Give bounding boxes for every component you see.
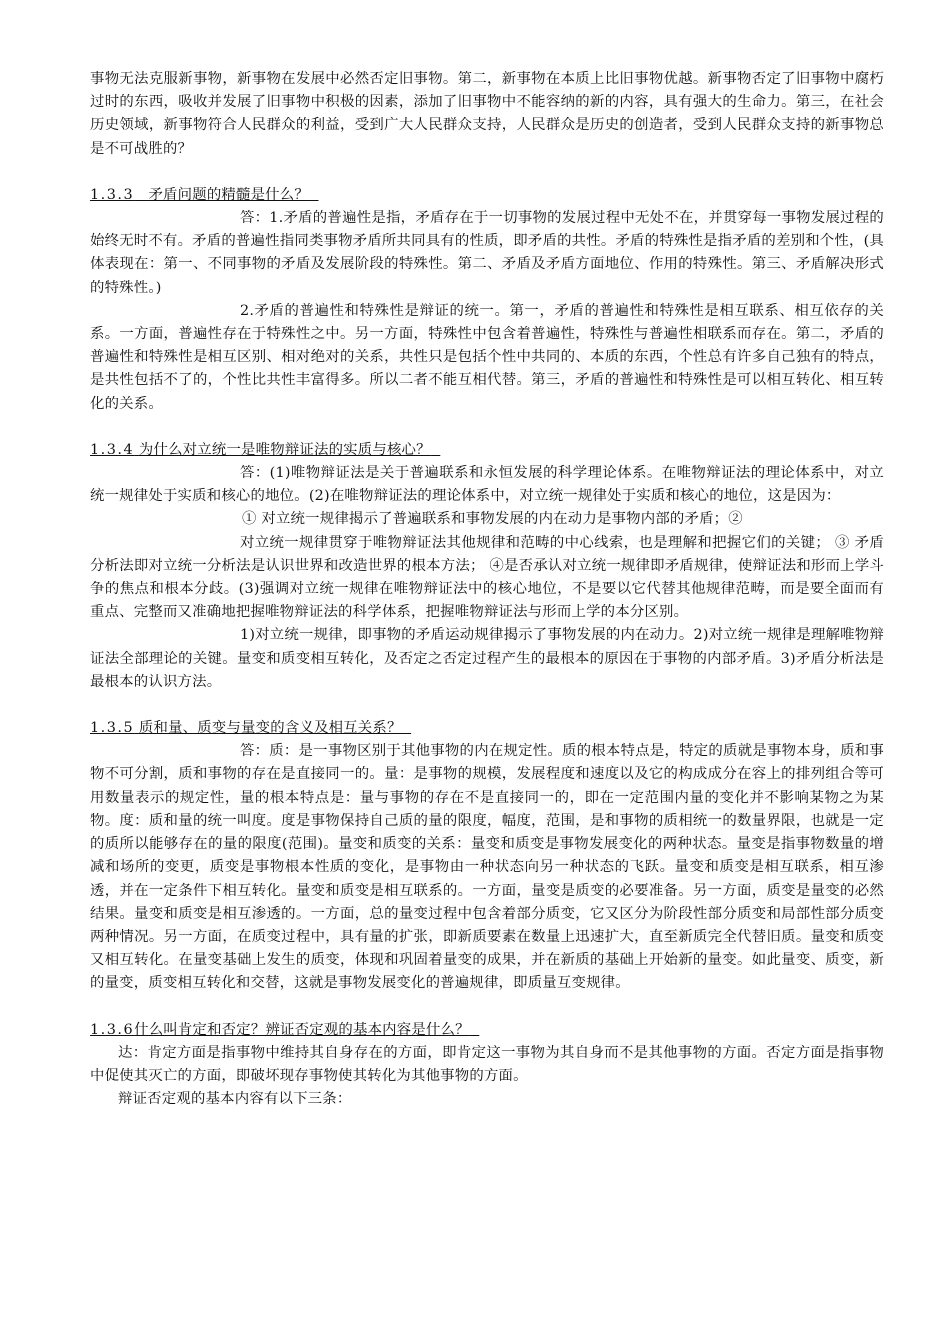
- answer-paragraph: 达：肯定方面是指事物中维持其自身存在的方面，即肯定这一事物为其自身而不是其他事物的方面。否定方面是指事物中促使其灭亡的方面，即破坏现存事物使其转化为其他事物的方面。: [90, 1044, 884, 1084]
- section-number: 1.3.4: [90, 441, 135, 458]
- intro-paragraph: 事物无法克服新事物，新事物在发展中必然否定旧事物。第二，新事物在本质上比旧事物优越。新事物否定了旧事物中腐朽过时的东西，吸收并发展了旧事物中积极的因素，添加了旧事物中不能容纳的新的内容，具有强大的生命力。第三，在社会历史领域，新事物符合人民群众的利益，受到广大人民群众支持，人民群众是历史的创造者，受到人民群众支持的新事物总是不可战胜的？: [90, 71, 884, 157]
- document-page: [90, 68, 884, 1111]
- answer-paragraph: 2.矛盾的普遍性和特殊性是辩证的统一。第一，矛盾的普遍性和特殊性是相互联系、相互依存的关系。一方面，普遍性存在于特殊性之中。另一方面，特殊性中包含着普遍性，特殊性与普遍性相联系而存在。第二，矛盾的普遍性和特殊性是相互区别、相对绝对的关系，共性只是包括个性中共同的、本质的东西，个性总有许多自己独有的特点，是共性包括不了的，个性比共性丰富得多。所以二者不能互相代替。第三，矛盾的普遍性和特殊性是可以相互转化、相互转化的关系。: [90, 302, 884, 412]
- answer-paragraph: 答：质：是一事物区别于其他事物的内在规定性。质的根本特点是，特定的质就是事物本身，质和事物不可分割，质和事物的存在是直接同一的。量：是事物的规模，发展程度和速度以及它的构成成分在容上的排列组合等可用数量表示的规定性，量的根本特点是：量与事物的存在不是直接同一的，即在一定范围内量的变化并不影响某物之为某物。度：质和量的统一叫度。度是事物保持自己质的量的限度，幅度，范围，是和事物的质相统一的数量界限，也就是一定的质所以能够存在的量的限度(范围)。量变和质变的关系：量变和质变是事物发展变化的两种状态。量变是指事物数量的增减和场所的变更，质变是事物根本性质的变化，是事物由一种状态向另一种状态的飞跃。量变和质变是相互联系，相互渗透，并在一定条件下相互转化。量变和质变是相互联系的。一方面，量变是质变的必要准备。另一方面，质变是量变的必然结果。量变和质变是相互渗透的。一方面，总的量变过程中包含着部分质变，它又区分为阶段性部分质变和局部性部分质变两种情况。另一方面，在质变过程中，具有量的扩张，即新质要素在数量上迅速扩大，直至新质完全代替旧质。量变和质变又相互转化。在量变基础上发生的质变，体现和巩固着量变的成果，并在新质的基础上开始新的量变。如此量变、质变，新的量变，质变相互转化和交替，这就是事物发展变化的普遍规律，即质量互变规律。: [90, 743, 884, 992]
- answer-paragraph: ① 对立统一规律揭示了普遍联系和事物发展的内在动力是事物内部的矛盾；②: [242, 511, 743, 528]
- section-heading-1-3-3: [90, 184, 884, 207]
- section-title: 什么叫肯定和否定？辨证否定观的基本内容是什么？: [134, 1021, 470, 1038]
- answer-paragraph: 对立统一规律贯穿于唯物辩证法其他规律和范畴的中心线索，也是理解和把握它们的关键； ③ 矛盾分析法即对立统一分析法是认识世界和改造世界的根本方法； ④是否承认对立统一规律即矛盾规律，使辩证法和形而上学斗争的焦点和根本分歧。(3)强调对立统一规律在唯物辩证法中的核心地位，不是要以它代替其他规律范畴，而是要全面而有重点、完整而又准确地把握唯物辩证法的科学体系，把握唯物辩证法与形而上学的本分区别。: [90, 534, 884, 621]
- answer-paragraph: 答：(1)唯物辩证法是关于普遍联系和永恒发展的科学理论体系。在唯物辩证法的理论体系中，对立统一规律处于实质和核心的地位。(2)在唯物辩证法的理论体系中，对立统一规律处于实质和核心的地位，这是因为：: [90, 465, 884, 505]
- spacer: [90, 694, 884, 717]
- spacer: [90, 416, 884, 439]
- section-heading-1-3-4: [90, 439, 884, 462]
- answer-paragraph: 辩证否定观的基本内容有以下三条：: [118, 1091, 352, 1108]
- section-title: 质和量、质变与量变的含义及相互关系？: [138, 720, 402, 737]
- section-title: 为什么对立统一是唯物辩证法的实质与核心？: [138, 441, 431, 458]
- answer-paragraph: 答：1.矛盾的普遍性是指，矛盾存在于一切事物的发展过程中无处不在，并贯穿每一事物发展过程的始终无时不有。矛盾的普遍性指同类事物矛盾所共同具有的性质，即矛盾的共性。矛盾的特殊性是指矛盾的差别和个性，(具体表现在：第一、不同事物的矛盾及发展阶段的特殊性。第二、矛盾及矛盾方面地位、作用的特殊性。第三、矛盾解决形式的特殊性。): [90, 210, 884, 296]
- section-heading-1-3-5: [90, 717, 884, 740]
- answer-paragraph: 1)对立统一规律，即事物的矛盾运动规律揭示了事物发展的内在动力。2)对立统一规律是理解唯物辩证法全部理论的关键。量变和质变相互转化，及否定之否定过程产生的最根本的原因在于事物的内部矛盾。3)矛盾分析法是最根本的认识方法。: [90, 627, 884, 690]
- section-heading-1-3-6: [90, 1019, 884, 1042]
- section-number: 1.3.3: [90, 186, 135, 203]
- spacer: [90, 996, 884, 1019]
- section-title: 矛盾问题的精髓是什么？: [148, 186, 309, 203]
- section-number: 1.3.6: [90, 1021, 135, 1038]
- section-number: 1.3.5: [90, 720, 135, 737]
- spacer: [90, 161, 884, 184]
